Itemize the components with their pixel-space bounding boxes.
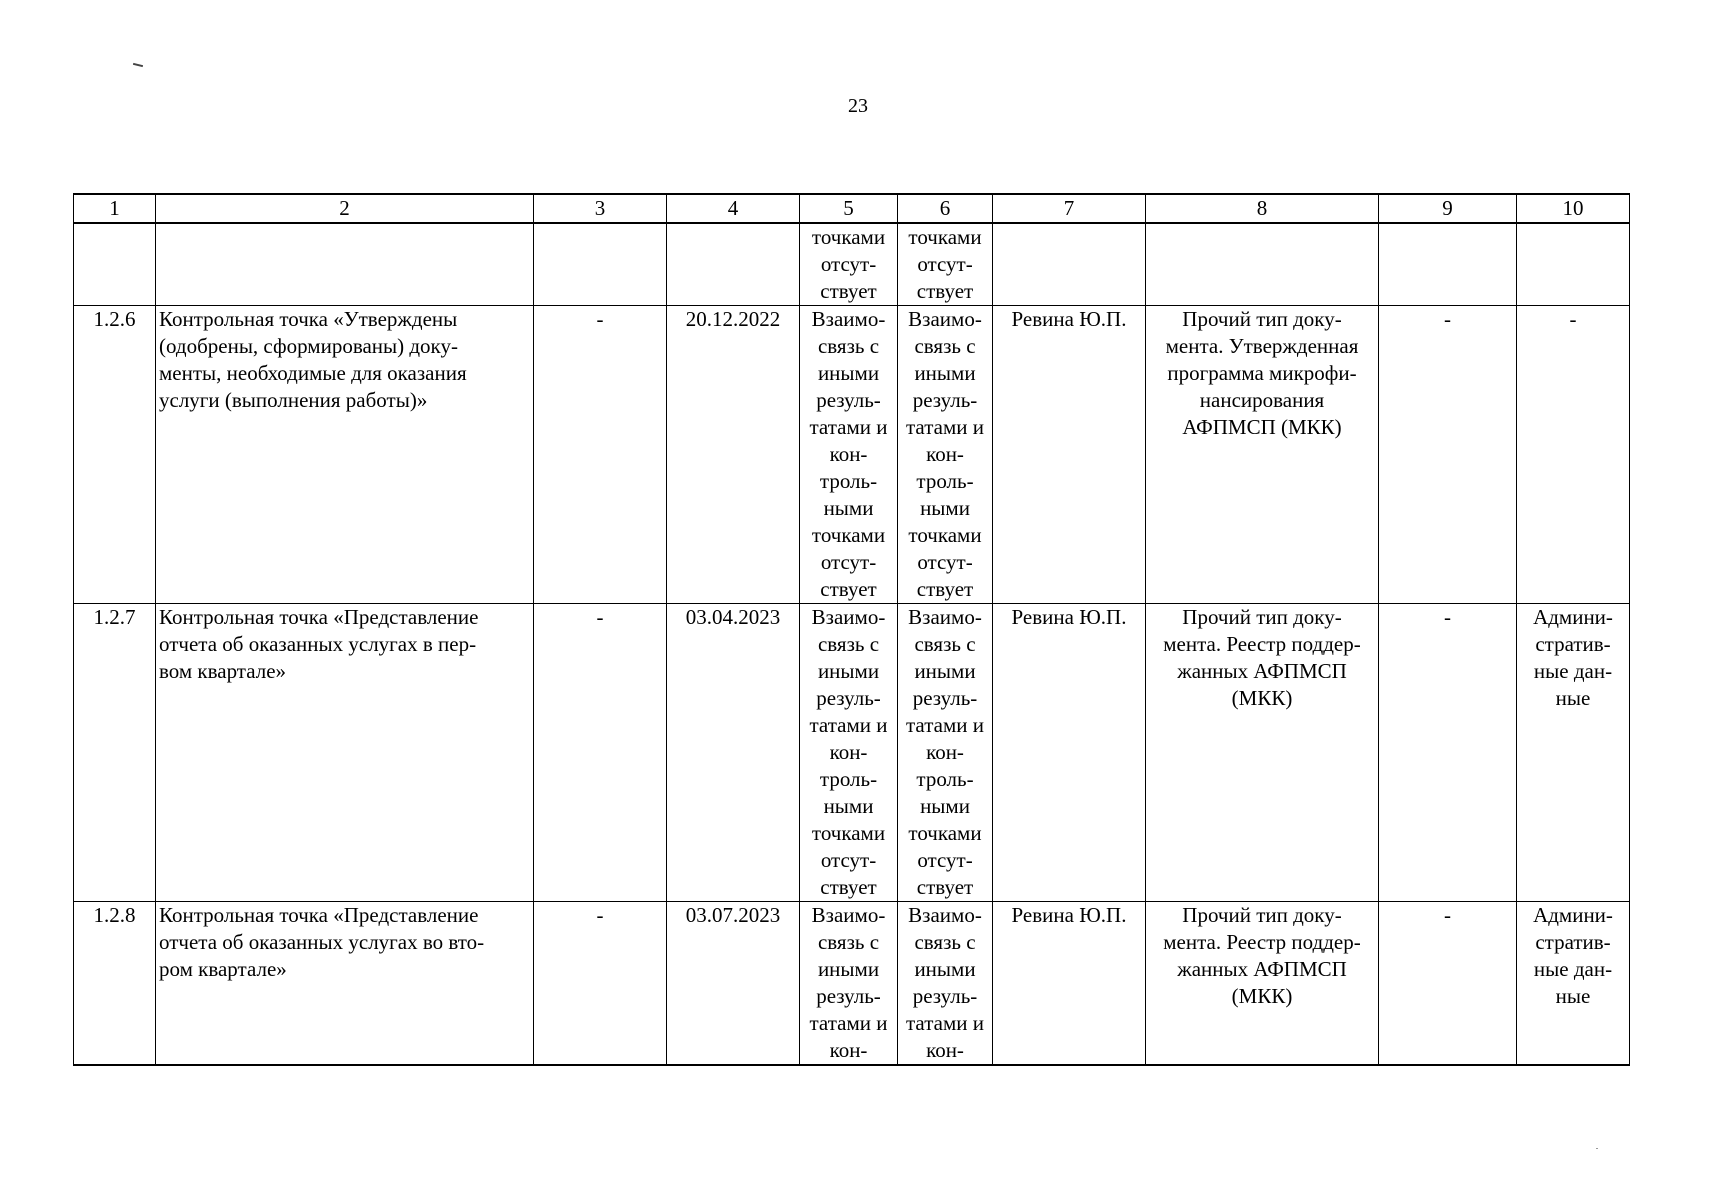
column-9-value-cell xyxy=(1379,223,1517,306)
header-cell-2: 2 xyxy=(156,194,534,223)
column-9-value-cell: - xyxy=(1379,604,1517,902)
relation-next-line: отсут- xyxy=(917,550,973,574)
relation-next-line: кон- xyxy=(926,442,964,466)
relation-previous-line: кон- xyxy=(829,1038,868,1062)
relation-next-cell xyxy=(898,902,993,1066)
relation-next-line: точками xyxy=(908,225,982,249)
checkpoint-name-line: отчета об оказанных услугах во вто- xyxy=(159,930,485,954)
relation-next-line: кон- xyxy=(926,1038,964,1062)
information-system-line: - xyxy=(1569,307,1577,331)
relation-next-line: Взаимо- xyxy=(908,307,982,331)
relation-previous-line: связь с xyxy=(817,632,880,656)
relation-previous-line: ными xyxy=(823,794,874,818)
relation-previous-line: резуль- xyxy=(816,686,881,710)
checkpoint-name-cell xyxy=(156,902,534,1066)
document-type-line: жанных АФПМСП xyxy=(1177,957,1347,981)
relation-previous-line: отсут- xyxy=(820,848,877,872)
relation-previous-line: ствует xyxy=(820,577,877,601)
document-type-line: (МКК) xyxy=(1231,984,1293,1008)
information-system-cell xyxy=(1517,604,1630,902)
information-system-line: ные дан- xyxy=(1533,659,1613,683)
column-3-value-cell: - xyxy=(534,306,667,604)
column-3-value-cell: - xyxy=(534,902,667,1066)
document-type-line: программа микрофи- xyxy=(1167,361,1357,385)
relation-next-line: связь с xyxy=(914,334,976,358)
table-body xyxy=(74,194,1630,1065)
relation-next-line: точками xyxy=(908,821,982,845)
header-cell-7: 7 xyxy=(993,194,1146,223)
relation-next-line: иными xyxy=(914,957,976,981)
information-system-line: Админи- xyxy=(1533,605,1613,629)
document-type-cell xyxy=(1146,306,1379,604)
checkpoint-name-cell xyxy=(156,223,534,306)
checkpoint-name-line: отчета об оказанных услугах в пер- xyxy=(159,632,477,656)
relation-next-line: отсут- xyxy=(917,252,973,276)
relation-previous-line: ствует xyxy=(820,875,877,899)
relation-previous-cell xyxy=(800,902,898,1066)
relation-previous-line: кон- xyxy=(829,442,868,466)
relation-previous-line: ными xyxy=(823,496,874,520)
document-type-line: Прочий тип доку- xyxy=(1182,903,1342,927)
header-cell-6: 6 xyxy=(898,194,993,223)
row-number-cell: 1.2.8 xyxy=(74,902,156,1066)
relation-next-line: резуль- xyxy=(912,388,978,412)
responsible-person-cell xyxy=(993,223,1146,306)
header-cell-4: 4 xyxy=(667,194,800,223)
document-type-cell xyxy=(1146,902,1379,1066)
checkpoint-name-line: менты, необходимые для оказания xyxy=(159,361,467,385)
document-type-line: АФПМСП (МКК) xyxy=(1182,415,1342,439)
checkpoint-name-line: Контрольная точка «Представление xyxy=(159,903,479,927)
relation-next-line: иными xyxy=(914,659,976,683)
document-type-line: Прочий тип доку- xyxy=(1182,605,1342,629)
relation-next-line: точками xyxy=(908,523,982,547)
relation-next-line: Взаимо- xyxy=(908,903,982,927)
relation-next-line: троль- xyxy=(916,767,974,791)
information-system-line: Админи- xyxy=(1533,903,1613,927)
page-number: 23 xyxy=(848,95,868,117)
checkpoint-name-line: ром квартале» xyxy=(159,957,287,981)
information-system-line: ные дан- xyxy=(1533,957,1613,981)
relation-previous-cell xyxy=(800,223,898,306)
responsible-person-cell: Ревина Ю.П. xyxy=(993,604,1146,902)
checkpoint-name-line: вом квартале» xyxy=(159,659,287,683)
relation-previous-line: троль- xyxy=(819,767,878,791)
checkpoint-name-line: Контрольная точка «Представление xyxy=(159,605,479,629)
relation-next-cell xyxy=(898,604,993,902)
relation-next-line: связь с xyxy=(914,632,976,656)
row-number-cell: 1.2.7 xyxy=(74,604,156,902)
relation-next-cell xyxy=(898,223,993,306)
checkpoint-name-line: услуги (выполнения работы)» xyxy=(159,388,428,412)
responsible-person-cell: Ревина Ю.П. xyxy=(993,902,1146,1066)
relation-next-line: татами и xyxy=(906,1011,984,1035)
information-system-cell xyxy=(1517,223,1630,306)
deadline-date-cell: 03.07.2023 xyxy=(667,902,800,1066)
header-row xyxy=(74,194,1630,223)
relation-previous-line: связь с xyxy=(817,334,880,358)
relation-previous-line: иными xyxy=(817,361,880,385)
relation-next-line: связь с xyxy=(914,930,976,954)
relation-next-line: резуль- xyxy=(912,686,978,710)
relation-next-cell xyxy=(898,306,993,604)
table-row xyxy=(74,604,1630,902)
information-system-line: стратив- xyxy=(1535,632,1611,656)
scan-mark xyxy=(133,63,143,67)
relation-previous-line: Взаимо- xyxy=(811,605,886,629)
header-cell-1: 1 xyxy=(74,194,156,223)
relation-next-line: троль- xyxy=(916,469,974,493)
checkpoint-name-cell xyxy=(156,604,534,902)
relation-previous-line: точками xyxy=(811,523,886,547)
row-number-cell: 1.2.6 xyxy=(74,306,156,604)
header-cell-8: 8 xyxy=(1146,194,1379,223)
table-row xyxy=(74,306,1630,604)
document-type-line: (МКК) xyxy=(1231,686,1293,710)
column-9-value-cell: - xyxy=(1379,902,1517,1066)
relation-previous-line: Взаимо- xyxy=(811,903,886,927)
relation-next-line: ствует xyxy=(916,577,974,601)
checkpoint-name-line: (одобрены, сформированы) доку- xyxy=(159,334,458,358)
schedule-table xyxy=(73,193,1630,1066)
information-system-line: ные xyxy=(1555,686,1591,710)
document-type-line: мента. Реестр поддер- xyxy=(1163,930,1361,954)
deadline-date-cell: 20.12.2022 xyxy=(667,306,800,604)
relation-next-line: отсут- xyxy=(917,848,973,872)
relation-previous-cell xyxy=(800,306,898,604)
document-type-line: жанных АФПМСП xyxy=(1177,659,1347,683)
relation-previous-line: татами и xyxy=(809,713,888,737)
relation-previous-line: точками xyxy=(811,225,886,249)
document-type-line: мента. Реестр поддер- xyxy=(1163,632,1361,656)
relation-next-line: резуль- xyxy=(912,984,978,1008)
responsible-person-cell: Ревина Ю.П. xyxy=(993,306,1146,604)
column-3-value-cell xyxy=(534,223,667,306)
relation-previous-line: троль- xyxy=(819,469,878,493)
relation-previous-line: татами и xyxy=(809,415,888,439)
relation-next-line: Взаимо- xyxy=(908,605,982,629)
relation-previous-cell xyxy=(800,604,898,902)
column-3-value-cell: - xyxy=(534,604,667,902)
relation-next-line: ствует xyxy=(916,279,974,303)
relation-previous-line: кон- xyxy=(829,740,868,764)
document-type-cell xyxy=(1146,604,1379,902)
relation-next-line: ствует xyxy=(916,875,974,899)
table-row xyxy=(74,902,1630,1066)
relation-previous-line: точками xyxy=(811,821,886,845)
relation-next-line: кон- xyxy=(926,740,964,764)
information-system-cell xyxy=(1517,306,1630,604)
relation-next-line: ными xyxy=(920,496,970,520)
document-type-cell xyxy=(1146,223,1379,306)
relation-previous-line: иными xyxy=(817,957,880,981)
relation-previous-line: татами и xyxy=(809,1011,888,1035)
header-cell-5: 5 xyxy=(800,194,898,223)
relation-next-line: татами и xyxy=(906,713,984,737)
deadline-date-cell xyxy=(667,223,800,306)
relation-next-line: иными xyxy=(914,361,976,385)
document-type-line: нансирования xyxy=(1199,388,1325,412)
information-system-line: стратив- xyxy=(1535,930,1611,954)
relation-previous-line: резуль- xyxy=(816,984,881,1008)
relation-previous-line: связь с xyxy=(817,930,880,954)
relation-previous-line: Взаимо- xyxy=(811,307,886,331)
document-type-line: мента. Утвержденная xyxy=(1165,334,1359,358)
relation-next-line: татами и xyxy=(906,415,984,439)
column-9-value-cell: - xyxy=(1379,306,1517,604)
checkpoint-name-cell xyxy=(156,306,534,604)
header-cell-9: 9 xyxy=(1379,194,1517,223)
information-system-cell xyxy=(1517,902,1630,1066)
relation-previous-line: отсут- xyxy=(820,550,877,574)
row-number-cell xyxy=(74,223,156,306)
table-row xyxy=(74,223,1630,306)
header-cell-3: 3 xyxy=(534,194,667,223)
relation-previous-line: иными xyxy=(817,659,880,683)
relation-previous-line: резуль- xyxy=(816,388,881,412)
checkpoint-name-line: Контрольная точка «Утверждены xyxy=(159,307,458,331)
document-type-line: Прочий тип доку- xyxy=(1182,307,1342,331)
deadline-date-cell: 03.04.2023 xyxy=(667,604,800,902)
relation-next-line: ными xyxy=(920,794,970,818)
header-cell-10: 10 xyxy=(1517,194,1630,223)
scan-dot xyxy=(1596,1148,1598,1149)
information-system-line: ные xyxy=(1555,984,1591,1008)
relation-previous-line: ствует xyxy=(820,279,877,303)
relation-previous-line: отсут- xyxy=(820,252,877,276)
